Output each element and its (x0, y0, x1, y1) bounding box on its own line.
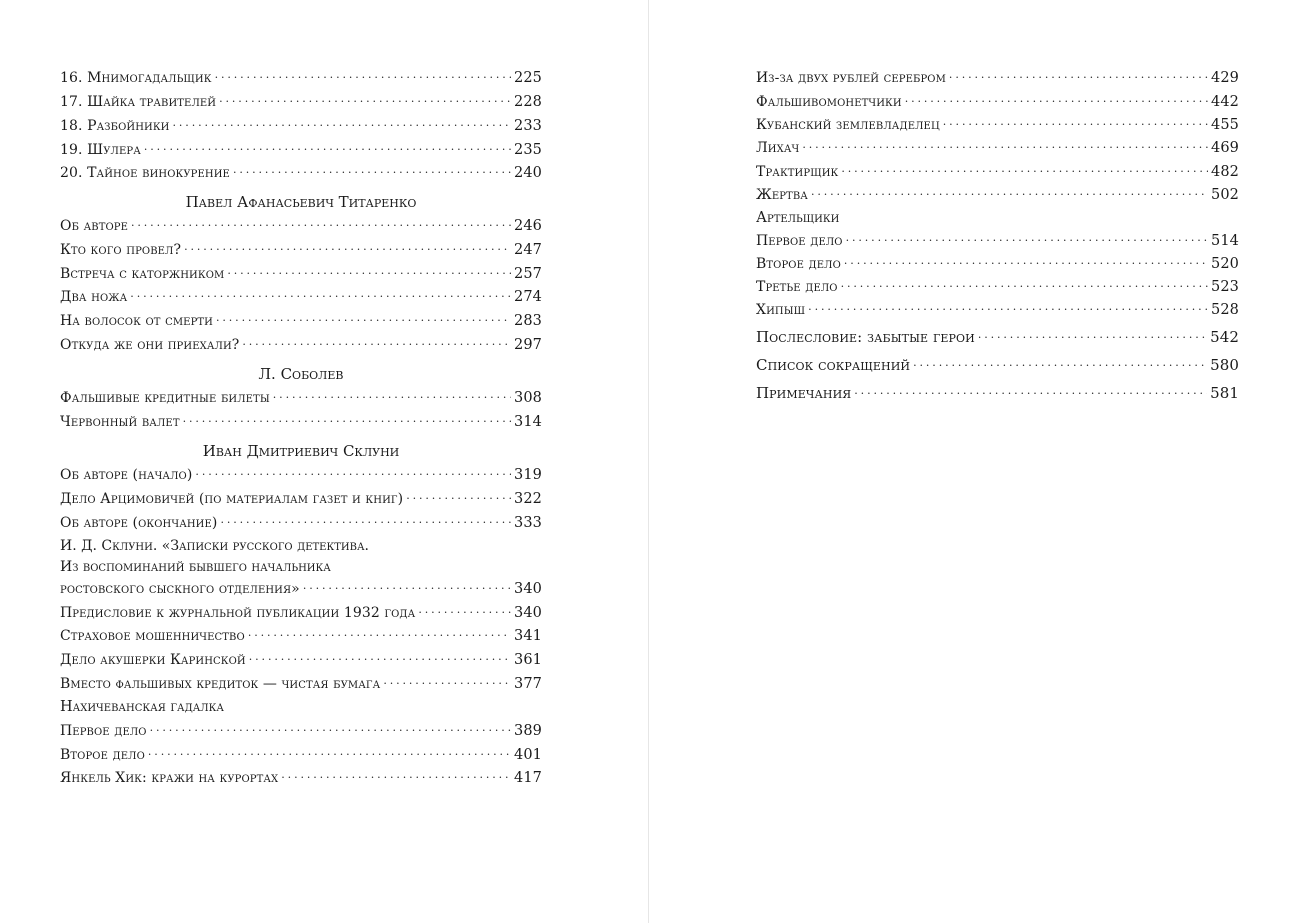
toc-entry-page: 283 (514, 313, 542, 329)
toc-entry[interactable] (60, 217, 542, 235)
dot-leader (418, 604, 511, 616)
dot-leader (846, 232, 1208, 244)
toc-entry-title: Послесловие: забытые герои (756, 328, 975, 346)
toc-entry[interactable] (756, 116, 1239, 134)
toc-entry-page: 581 (1210, 384, 1239, 402)
toc-entry-title: Об авторе (60, 218, 128, 234)
dot-leader (913, 357, 1207, 369)
toc-entry-title: Два ножа (60, 289, 128, 305)
toc-entry-title: 19. Шулера (60, 142, 141, 158)
toc-entry-page: 429 (1211, 70, 1239, 86)
toc-entry-page: 520 (1211, 256, 1239, 272)
dot-leader (131, 217, 511, 229)
dot-leader (406, 490, 511, 502)
dot-leader (905, 93, 1208, 105)
toc-entry[interactable] (756, 232, 1239, 250)
dot-leader (215, 69, 511, 81)
notes-title-line-2[interactable]: Из воспоминаний бывшего начальника (60, 559, 331, 575)
dot-leader (233, 164, 511, 176)
toc-entry-page: 442 (1211, 94, 1239, 110)
dot-leader (949, 69, 1208, 81)
toc-entry-title: Червонный валет (60, 414, 180, 430)
toc-entry-title: 16. Мнимогадальщик (60, 70, 212, 86)
left-page (60, 0, 542, 923)
toc-entry-page: 297 (514, 337, 542, 353)
toc-entry[interactable] (60, 490, 542, 508)
dot-leader (811, 186, 1208, 198)
toc-entry-page: 319 (514, 467, 542, 483)
dot-leader (130, 288, 511, 300)
toc-entry-title: Из-за двух рублей серебром (756, 70, 946, 86)
toc-entry-page: 228 (514, 94, 542, 110)
toc-entry[interactable] (60, 93, 542, 111)
toc-entry-page: 333 (514, 515, 542, 531)
toc-entry[interactable] (60, 514, 542, 532)
dot-leader (841, 278, 1208, 290)
toc-entry-title: Кто кого провел? (60, 242, 182, 258)
toc-entry[interactable] (60, 69, 542, 87)
toc-entry-title: 20. Тайное винокурение (60, 165, 230, 181)
dot-leader (281, 769, 511, 781)
right-page (756, 0, 1239, 923)
toc-entry-title: Примечания (756, 384, 852, 402)
toc-entry-title: На волосок от смерти (60, 313, 213, 329)
dot-leader (808, 301, 1208, 313)
toc-entry-page: 274 (514, 289, 542, 305)
toc-entry[interactable] (756, 69, 1239, 87)
toc-entry-page: 361 (514, 652, 542, 668)
toc-entry-title: 17. Шайка травителей (60, 94, 217, 110)
dot-leader (242, 336, 511, 348)
toc-entry[interactable] (60, 604, 542, 622)
dot-leader (183, 413, 511, 425)
toc-entry[interactable] (60, 627, 542, 645)
toc-entry-title: Об авторе (окончание) (60, 515, 218, 531)
toc-entry-page: 235 (514, 142, 542, 158)
author-heading-sobolev: Л. Соболев (258, 365, 344, 383)
toc-entry-page: 340 (514, 581, 542, 597)
toc-entry-title: Первое дело (756, 233, 843, 249)
toc-entry-page: 580 (1210, 356, 1239, 374)
dot-leader (273, 389, 511, 401)
dot-leader (943, 116, 1208, 128)
toc-entry[interactable] (756, 186, 1239, 204)
dot-leader (173, 117, 512, 129)
toc-entry[interactable] (60, 336, 542, 354)
dot-leader (249, 651, 511, 663)
toc-entry-title: ростовского сыскного отделения» (60, 581, 300, 597)
notes-title-line-1[interactable]: И. Д. Склуни. «Записки русского детектива. (60, 538, 369, 554)
toc-entry-page: 240 (514, 165, 542, 181)
toc-entry-title: Лихач (756, 140, 800, 156)
toc-entry[interactable] (60, 117, 542, 135)
toc-entry-page: 257 (514, 266, 542, 282)
toc-entry-title: Трактирщик (756, 164, 839, 180)
dot-leader (841, 163, 1208, 175)
toc-entry[interactable] (60, 580, 542, 598)
author-heading-sklyuni: Иван Дмитриевич Склуни (202, 442, 400, 460)
toc-entry-page: 523 (1211, 279, 1239, 295)
dot-leader (802, 139, 1208, 151)
dot-leader (303, 580, 511, 592)
dot-leader (195, 466, 511, 478)
toc-entry-title: Янкель Хик: кражи на курортах (60, 770, 279, 786)
toc-entry-title: Предисловие к журнальной публикации 1932 года (60, 605, 416, 621)
dot-leader (216, 312, 511, 324)
toc-entry[interactable] (60, 265, 542, 283)
dot-leader (248, 627, 511, 639)
toc-entry-page: 482 (1211, 164, 1239, 180)
toc-entry-page: 247 (514, 242, 542, 258)
dot-leader (219, 93, 511, 105)
toc-entry-title: Вместо фальшивых кредиток — чистая бумага (60, 676, 381, 692)
toc-entry[interactable] (60, 241, 542, 259)
section-heading-artel: Артельщики (756, 210, 840, 226)
toc-entry-page: 542 (1210, 328, 1239, 346)
toc-entry-page: 308 (514, 390, 542, 406)
dot-leader (220, 514, 511, 526)
dot-leader (227, 265, 511, 277)
toc-entry-title: Кубанский землевладелец (756, 117, 940, 133)
toc-entry-title: Первое дело (60, 723, 147, 739)
toc-entry-page: 514 (1211, 233, 1239, 249)
toc-entry[interactable] (756, 301, 1239, 319)
toc-entry[interactable] (756, 93, 1239, 111)
toc-entry-title: Список сокращений (756, 356, 911, 374)
toc-entry-title: Фальшивые кредитные билеты (60, 390, 270, 406)
section-heading-nakhichevan: Нахичеванская гадалка (60, 699, 224, 715)
toc-entry-title: Третье дело (756, 279, 838, 295)
toc-entry[interactable] (60, 312, 542, 330)
toc-entry-page: 340 (514, 605, 542, 621)
author-heading-titarenko: Павел Афанасьевич Титаренко (185, 193, 417, 211)
toc-entry-page: 377 (514, 676, 542, 692)
toc-entry[interactable] (60, 746, 542, 764)
toc-entry-page: 502 (1211, 187, 1239, 203)
toc-entry[interactable] (756, 278, 1239, 296)
toc-entry[interactable] (756, 163, 1239, 181)
toc-entry[interactable] (60, 141, 542, 159)
toc-entry-title: Об авторе (начало) (60, 467, 193, 483)
dot-leader (150, 722, 511, 734)
toc-entry[interactable] (60, 675, 542, 693)
toc-entry[interactable] (60, 288, 542, 306)
toc-entry-page: 233 (514, 118, 542, 134)
toc-entry-page: 528 (1211, 302, 1239, 318)
toc-entry-page: 225 (514, 70, 542, 86)
toc-entry-page: 341 (514, 628, 542, 644)
toc-entry-title: Второе дело (756, 256, 841, 272)
toc-entry-page: 417 (514, 770, 542, 786)
toc-entry-title: Второе дело (60, 747, 145, 763)
toc-entry-page: 322 (514, 491, 542, 507)
toc-entry-title: Откуда же они приехали? (60, 337, 240, 353)
toc-entry-page: 314 (514, 414, 542, 430)
toc-entry[interactable] (60, 389, 542, 407)
toc-entry-title: Дело акушерки Каринской (60, 652, 246, 668)
toc-entry[interactable] (60, 769, 542, 787)
toc-entry[interactable] (60, 466, 542, 484)
toc-entry-page: 246 (514, 218, 542, 234)
toc-entry-page: 401 (514, 747, 542, 763)
toc-entry[interactable] (60, 413, 542, 431)
toc-entry[interactable] (60, 722, 542, 740)
toc-entry-page: 389 (514, 723, 542, 739)
toc-entry-title: Хипыш (756, 302, 806, 318)
toc-entry[interactable] (60, 164, 542, 182)
toc-entry[interactable] (60, 651, 542, 669)
dot-leader (144, 141, 511, 153)
toc-entry[interactable] (756, 356, 1239, 374)
dot-leader (184, 241, 511, 253)
toc-entry-title: Жертва (756, 187, 808, 203)
toc-entry-title: Страховое мошенничество (60, 628, 245, 644)
toc-entry-page: 469 (1211, 140, 1239, 156)
toc-entry[interactable] (756, 255, 1239, 273)
dot-leader (854, 385, 1207, 397)
toc-entry[interactable] (756, 328, 1239, 346)
dot-leader (844, 255, 1208, 267)
toc-entry-title: 18. Разбойники (60, 118, 170, 134)
toc-entry-page: 455 (1211, 117, 1239, 133)
toc-entry[interactable] (756, 384, 1239, 402)
toc-entry[interactable] (756, 139, 1239, 157)
toc-entry-title: Встреча с каторжником (60, 266, 225, 282)
toc-entry-title: Дело Арцимовичей (по материалам газет и книг) (60, 491, 404, 507)
page-gutter (648, 0, 649, 923)
dot-leader (383, 675, 511, 687)
dot-leader (148, 746, 511, 758)
dot-leader (978, 329, 1207, 341)
toc-entry-title: Фальшивомонетчики (756, 94, 902, 110)
